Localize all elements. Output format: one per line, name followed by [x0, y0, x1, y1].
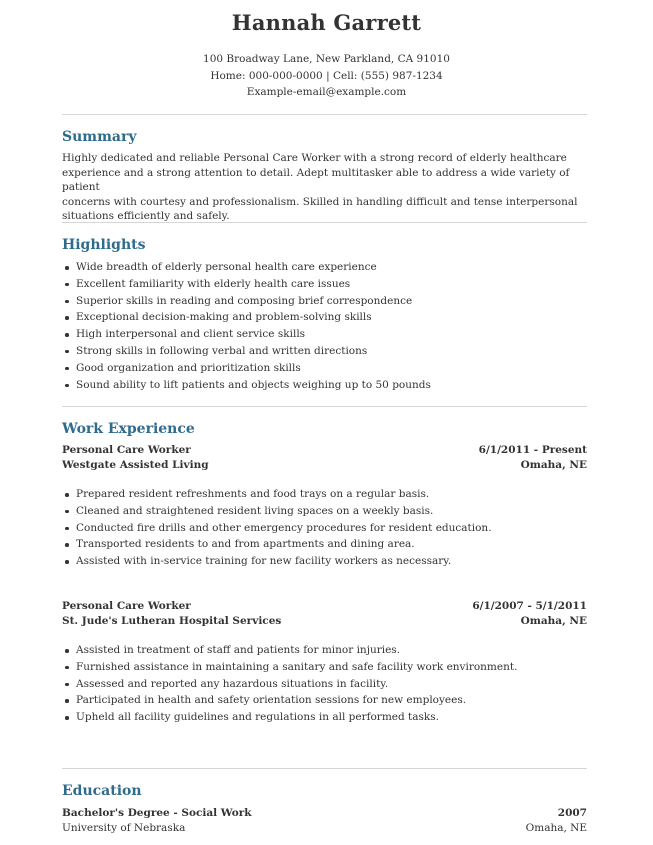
list-item: Strong skills in following verbal and written directions [62, 343, 431, 360]
list-item: Conducted fire drills and other emergency procedures for resident education. [62, 520, 492, 537]
phone-numbers: Home: 000-000-0000 | Cell: (555) 987-1234 [210, 70, 443, 82]
degree-row [62, 805, 587, 821]
job-title-row [62, 442, 587, 458]
list-item: Assisted with in-service training for new facility workers as necessary. [62, 553, 492, 570]
job-title: Personal Care Worker [62, 600, 191, 612]
list-item: Prepared resident refreshments and food trays on a regular basis. [62, 486, 492, 503]
list-item: Furnished assistance in maintaining a sanitary and safe facility work environment. [62, 659, 517, 676]
list-item: Assessed and reported any hazardous situations in facility. [62, 676, 517, 693]
candidate-name: Hannah Garrett [231, 10, 422, 35]
list-item: Participated in health and safety orientation sessions for new employees. [62, 692, 517, 709]
employer-name: St. Jude's Lutheran Hospital Services [62, 615, 282, 627]
employer-name: Westgate Assisted Living [62, 459, 209, 471]
list-item: Superior skills in reading and composing brief correspondence [62, 293, 431, 310]
employer-row [62, 613, 587, 629]
list-item: Sound ability to lift patients and objects weighing up to 50 pounds [62, 377, 431, 394]
list-item: Cleaned and straightened resident living spaces on a weekly basis. [62, 503, 492, 520]
list-item: High interpersonal and client service skills [62, 326, 431, 343]
divider [62, 222, 587, 223]
school-row [62, 820, 587, 836]
work-experience-heading: Work Experience [62, 421, 195, 437]
highlights-list [62, 259, 431, 393]
summary-text [62, 151, 592, 224]
highlights-heading: Highlights [62, 237, 146, 253]
list-item: Assisted in treatment of staff and patients for minor injuries. [62, 642, 517, 659]
job-title: Personal Care Worker [62, 444, 191, 456]
education-heading: Education [62, 783, 142, 799]
school-name: University of Nebraska [62, 822, 186, 834]
job-dates: 6/1/2007 - 5/1/2011 [472, 600, 587, 612]
summary-line: concerns with courtesy and professionalism. Skilled in handling difficult and tense interpersonal [62, 195, 578, 208]
list-item: Excellent familiarity with elderly health care issues [62, 276, 431, 293]
job-dates: 6/1/2011 - Present [478, 444, 587, 456]
summary-line: Highly dedicated and reliable Personal Care Worker with a strong record of elderly healthcare [62, 152, 567, 164]
job-location: Omaha, NE [520, 459, 587, 471]
job-location: Omaha, NE [520, 615, 587, 627]
divider [62, 768, 587, 769]
graduation-year: 2007 [557, 807, 587, 819]
divider [62, 406, 587, 407]
employer-row [62, 457, 587, 473]
summary-line: experience and a strong attention to detail. Adept multitasker able to address a wide variety of patient [62, 166, 570, 193]
summary-heading: Summary [62, 129, 137, 145]
divider [62, 114, 587, 115]
job-duties-list [62, 642, 517, 726]
school-location: Omaha, NE [525, 822, 587, 834]
summary-line: situations efficiently and safely. [62, 210, 230, 222]
job-duties-list [62, 486, 492, 570]
degree: Bachelor's Degree - Social Work [62, 807, 252, 819]
address: 100 Broadway Lane, New Parkland, CA 91010 [203, 53, 450, 65]
list-item: Transported residents to and from apartments and dining area. [62, 536, 492, 553]
list-item: Exceptional decision-making and problem-solving skills [62, 309, 431, 326]
list-item: Good organization and prioritization skills [62, 360, 431, 377]
email-address: Example-email@example.com [246, 86, 407, 98]
list-item: Wide breadth of elderly personal health care experience [62, 259, 431, 276]
job-title-row [62, 598, 587, 614]
list-item: Upheld all facility guidelines and regulations in all performed tasks. [62, 709, 517, 726]
